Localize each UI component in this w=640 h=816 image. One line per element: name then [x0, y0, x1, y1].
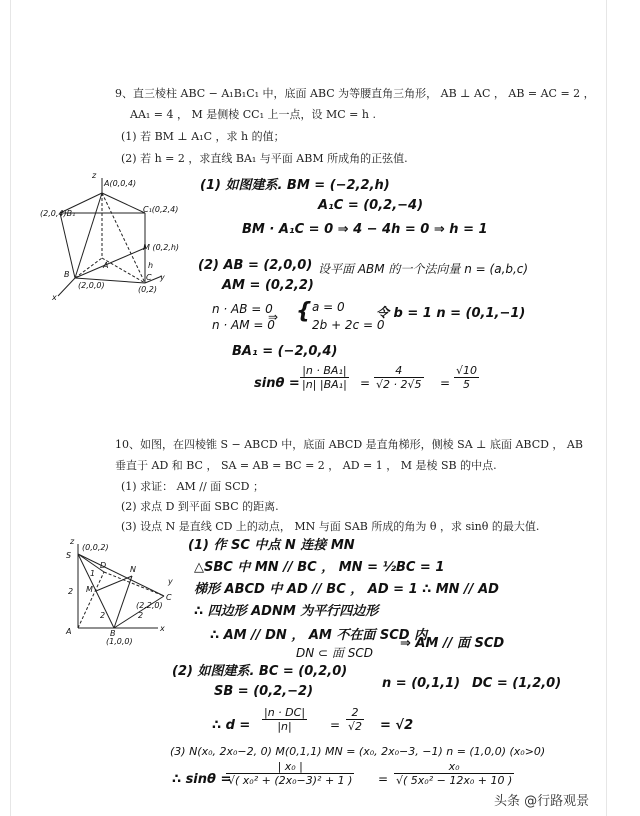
p10-sol1-line4: ∴ 四边形 ADNM 为平行四边形 — [194, 604, 379, 619]
p10-fig-two3: 2 — [138, 611, 144, 620]
p10-fig-C0: (2,2,0) — [136, 601, 163, 610]
p10-fig-A: A — [66, 627, 72, 636]
p10-sol2-fd-den: |n| — [277, 720, 292, 733]
watermark: 头条 @行路观景 — [494, 794, 590, 809]
p10-sol3-f2-num: x₀ — [394, 760, 514, 774]
p10-fig-C: C — [166, 593, 172, 602]
p10-sol1-line5: ∴ AM // DN ， AM 不在面 SCD 内 — [210, 628, 428, 643]
p10-sol3-eq: = — [378, 772, 389, 786]
p9-prism-figure — [40, 168, 180, 308]
p10-fig-S0: (0,0,2) — [82, 543, 109, 552]
p9-question1: (1) 若 BM ⊥ A₁C ，求 h 的值； — [121, 130, 285, 143]
p9-sol2-take: 令 b = 1 n = (0,1,−1) — [376, 306, 526, 321]
p9-sol2-line2: AM = (0,2,2) — [222, 278, 314, 293]
p9-fig-C1: C₁(0,2,4) — [143, 205, 179, 214]
p9-sol2-n-ab: n · AB = 0 — [212, 302, 273, 316]
p10-fig-two1: 2 — [68, 587, 74, 596]
p10-sol3-line1: (3) N(x₀, 2x₀−2, 0) M(0,1,1) MN = (x₀, 2x₀−3, −1) n = (1,0,0) (x₀>0) — [170, 745, 546, 758]
p9-fig-z: z — [92, 171, 97, 180]
p9-fig-A: A — [103, 261, 109, 270]
p9-sol2-f2-den: √2 · 2√5 — [376, 378, 422, 391]
p9-fig-h: h — [148, 261, 154, 270]
p10-sol2-dc: DC = (1,2,0) — [472, 676, 562, 691]
p10-sol3-fraction2 — [394, 760, 514, 787]
p10-fig-B: B — [110, 629, 116, 638]
p10-sol3-f1-num: | x₀ | — [226, 760, 354, 774]
p9-sol2-brace: { — [296, 299, 312, 324]
p10-sol1-line3: 梯形 ABCD 中 AD // BC ， AD = 1 ∴ MN // AD — [194, 582, 499, 597]
p9-sol2-normal-setup: 设平面 ABM 的一个法向量 n = (a,b,c) — [318, 262, 529, 276]
p9-sol2-f1-num: |n · BA₁| — [300, 364, 349, 378]
page-left-edge — [10, 0, 11, 816]
p9-fig-y: y — [160, 273, 165, 282]
p10-fig-S: S — [66, 551, 72, 560]
p10-fig-z: z — [70, 538, 75, 546]
p10-fig-two2: 2 — [100, 611, 106, 620]
p10-sol1-line6: DN ⊂ 面 SCD — [296, 646, 373, 660]
p10-question1: (1) 求证： AM // 面 SCD ； — [121, 480, 264, 493]
p10-sol2-fraction2 — [346, 706, 364, 733]
p9-sol2-f3-num: √10 — [456, 364, 478, 377]
p9-sol1-line1: (1) 如图建系. BM = (−2,2,h) — [200, 178, 390, 193]
p10-fig-D: D — [100, 561, 107, 570]
p10-stem-line1: 10、如图，在四棱锥 S − ABCD 中，底面 ABCD 是直角梯形，侧棱 SA ⊥ 底面 ABCD ， AB — [115, 438, 583, 451]
p10-sol2-fd2-num: 2 — [346, 706, 364, 720]
p9-fig-x: x — [52, 293, 57, 302]
p10-sol2-line2: SB = (0,2,−2) — [214, 684, 314, 699]
p10-sol3-f1-den: √( x₀² + (2x₀−3)² + 1 ) — [228, 774, 353, 787]
p10-fig-B0: (1,0,0) — [106, 637, 133, 646]
p9-sol2-ba1: BA₁ = (−2,0,4) — [232, 344, 338, 359]
p9-fig-A1: A(0,0,4) — [104, 179, 137, 188]
p9-sol2-fraction2 — [374, 364, 424, 391]
p10-fig-N: N — [130, 565, 136, 574]
p10-sol1-line2: △SBC 中 MN // BC ， MN = ½BC = 1 — [194, 560, 445, 575]
p9-sol2-f1-den: |n| |BA₁| — [302, 378, 347, 391]
p9-sol2-n-am: n · AM = 0 — [212, 318, 275, 332]
p10-sol2-d-label: ∴ d = — [212, 718, 251, 733]
p10-sol2-fd-num: |n · DC| — [264, 706, 306, 719]
p9-fig-B1: (2,0,4)B₁ — [40, 209, 76, 218]
p9-sol2-sys2: 2b + 2c = 0 — [312, 318, 385, 332]
p10-fig-y: y — [168, 577, 173, 586]
p9-sol2-sin-label: sinθ = — [254, 376, 300, 391]
p10-question2: (2) 求点 D 到平面 SBC 的距离. — [121, 500, 279, 513]
p9-sol2-f3-den: 5 — [463, 378, 470, 391]
p10-sol1-line1: (1) 作 SC 中点 N 连接 MN — [188, 538, 355, 553]
page-right-edge — [606, 0, 607, 816]
p9-stem-line1: 9、直三棱柱 ABC − A₁B₁C₁ 中，底面 ABC 为等腰直角三角形， AB ⊥ AC ， AB = AC = 2 ， — [115, 87, 595, 100]
p10-sol2-result: = √2 — [380, 718, 414, 733]
p10-fig-one: 1 — [90, 569, 96, 578]
p10-fig-x: x — [160, 624, 165, 633]
p10-sol2-eq1: = — [330, 718, 341, 732]
p9-fig-B0: (2,0,0) — [78, 281, 105, 290]
p10-question3: (3) 设点 N 是直线 CD 上的动点， MN 与面 SAB 所成的角为 θ ，求 sinθ 的最大值. — [121, 520, 540, 533]
p9-sol2-eq2: = — [440, 376, 451, 390]
p9-sol2-eq1: = — [360, 376, 371, 390]
p10-sol1-conclusion: ⇒ AM // 面 SCD — [400, 636, 505, 651]
p10-fig-M: M — [86, 585, 93, 594]
p10-sol3-f2-den: √( 5x₀² − 12x₀ + 10 ) — [396, 774, 513, 787]
p9-sol2-implies: ⇒ — [268, 310, 279, 324]
p9-sol2-fraction3 — [454, 364, 479, 391]
p10-sol3-sin-label: ∴ sinθ = — [172, 772, 232, 787]
p9-sol2-fraction1 — [300, 364, 349, 391]
p9-fig-C0: (0,2) — [138, 285, 157, 294]
p9-fig-C: C — [146, 273, 152, 282]
p10-sol3-fraction1 — [226, 760, 354, 787]
p9-sol2-line1: (2) AB = (2,0,0) — [198, 258, 313, 273]
p9-sol1-line3: BM · A₁C = 0 ⇒ 4 − 4h = 0 ⇒ h = 1 — [242, 222, 488, 237]
p9-fig-M: M (0,2,h) — [143, 243, 180, 252]
p10-pyramid-figure — [56, 538, 190, 648]
p10-stem-line2: 垂直于 AD 和 BC ， SA = AB = BC = 2 ， AD = 1 ， M 是棱 SB 的中点. — [115, 459, 497, 472]
p10-sol2-line1: (2) 如图建系. BC = (0,2,0) — [172, 664, 348, 679]
p10-sol2-fd2-den: √2 — [348, 720, 363, 733]
p9-stem-line2: AA₁ = 4 ， M 是侧棱 CC₁ 上一点，设 MC = h . — [130, 108, 376, 121]
p9-sol2-f2-num: 4 — [374, 364, 424, 378]
p10-sol2-fraction1 — [262, 706, 307, 733]
p9-question2: (2) 若 h = 2 ，求直线 BA₁ 与平面 ABM 所成角的正弦值. — [121, 152, 408, 165]
p10-sol2-normal: n = (0,1,1) — [382, 676, 461, 691]
p9-fig-B: B — [64, 270, 70, 279]
p9-sol2-sys1: a = 0 — [312, 300, 345, 314]
p9-sol1-line2: A₁C = (0,2,−4) — [318, 198, 424, 213]
